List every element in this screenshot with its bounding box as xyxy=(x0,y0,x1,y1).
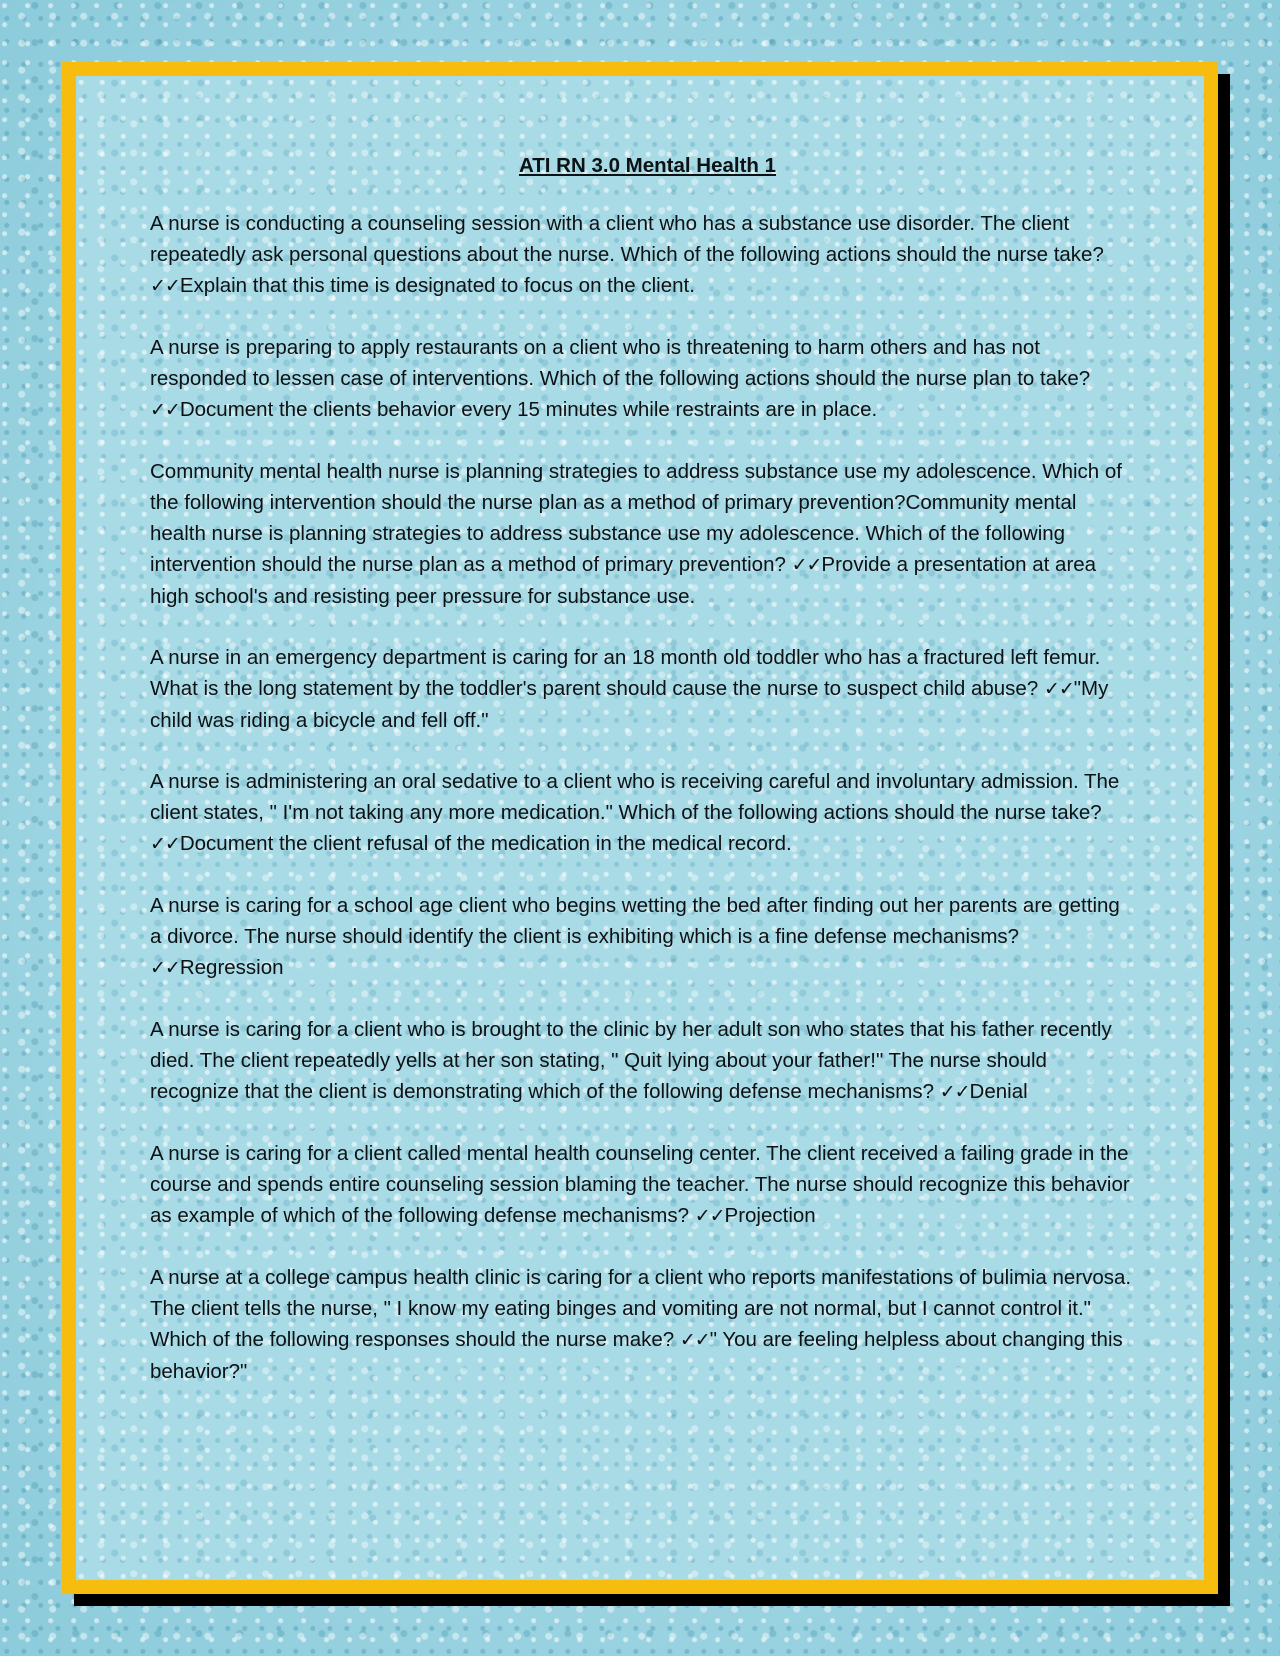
question-text: A nurse is conducting a counseling session with a client who has a substance use disorder. The client repeatedly ask personal questions about the nurse. Which of the following actions should the nurse take? xyxy=(150,212,1104,266)
check-icon: ✓✓ xyxy=(679,1329,710,1351)
qa-item-8 xyxy=(150,1138,1135,1232)
qa-item-4 xyxy=(150,642,1135,736)
answer-text: Document the clients behavior every 15 minutes while restraints are in place. xyxy=(179,398,878,421)
answer-text: Regression xyxy=(179,956,284,979)
qa-item-3 xyxy=(150,456,1135,612)
question-text: A nurse is preparing to apply restaurants on a client who is threatening to harm others and has not responded to lessen case of interventions. Which of the following actions should the nurse plan to take? xyxy=(150,336,1091,390)
check-icon: ✓✓ xyxy=(694,1205,725,1227)
qa-item-1 xyxy=(150,208,1135,302)
qa-item-9 xyxy=(150,1262,1135,1387)
check-icon: ✓✓ xyxy=(939,1081,970,1103)
check-icon: ✓✓ xyxy=(150,957,180,979)
answer-text: Document the client refusal of the medication in the medical record. xyxy=(179,832,792,855)
question-text: A nurse is administering an oral sedative to a client who is receiving careful and involuntary admission. The client states, " I'm not taking any more medication." Which of the following actions should the nurse take? xyxy=(150,770,1120,824)
answer-text: "My child was riding a bicycle and fell off." xyxy=(150,677,1109,732)
document-content xyxy=(150,150,1135,1417)
qa-item-7 xyxy=(150,1014,1135,1108)
question-text: A nurse is caring for a client who is brought to the clinic by her adult son who states that his father recently died. The client repeatedly yells at her son stating, " Quit lying about your father!" The nurse should recognize that the client is demonstrating which of the following defense mechanisms? xyxy=(150,1018,1112,1103)
check-icon: ✓✓ xyxy=(150,275,180,297)
answer-text: Projection xyxy=(724,1204,816,1227)
check-icon: ✓✓ xyxy=(150,833,180,855)
question-text: A nurse in an emergency department is caring for an 18 month old toddler who has a fractured left femur. What is the long statement by the toddler's parent should cause the nurse to suspect child abuse? xyxy=(150,646,1101,700)
question-text: Community mental health nurse is planning strategies to address substance use my adolescence. Which of the following intervention should the nurse plan as a method of primary prevention?Community mental health nurse is planning strategies to address substance use my adolescence. Which of the following intervention should the nurse plan as a method of primary prevention? xyxy=(150,460,1122,576)
question-text: A nurse is caring for a school age client who begins wetting the bed after finding out her parents are getting a divorce. The nurse should identify the client is exhibiting which is a fine defense mechanisms? xyxy=(150,894,1120,948)
check-icon: ✓✓ xyxy=(150,399,180,421)
answer-text: " You are feeling helpless about changing this behavior?" xyxy=(150,1328,1123,1383)
answer-text: Provide a presentation at area high school's and resisting peer pressure for substance use. xyxy=(150,553,1097,608)
question-text: A nurse is caring for a client called mental health counseling center. The client received a failing grade in the course and spends entire counseling session blaming the teacher. The nurse should recognize this behavior as example of which of the following defense mechanisms? xyxy=(150,1142,1130,1227)
qa-item-6 xyxy=(150,890,1135,984)
check-icon: ✓✓ xyxy=(791,554,822,576)
check-icon: ✓✓ xyxy=(1043,678,1074,700)
answer-text: Explain that this time is designated to focus on the client. xyxy=(179,274,695,297)
document-title: ATI RN 3.0 Mental Health 1 xyxy=(518,154,777,177)
question-text: A nurse at a college campus health clinic is caring for a client who reports manifestations of bulimia nervosa. The client tells the nurse, " I know my eating binges and vomiting are not normal, but I cannot control it." Which of the following responses should the nurse make? xyxy=(150,1266,1132,1351)
answer-text: Denial xyxy=(969,1080,1028,1103)
qa-item-2 xyxy=(150,332,1135,426)
qa-item-5 xyxy=(150,766,1135,860)
